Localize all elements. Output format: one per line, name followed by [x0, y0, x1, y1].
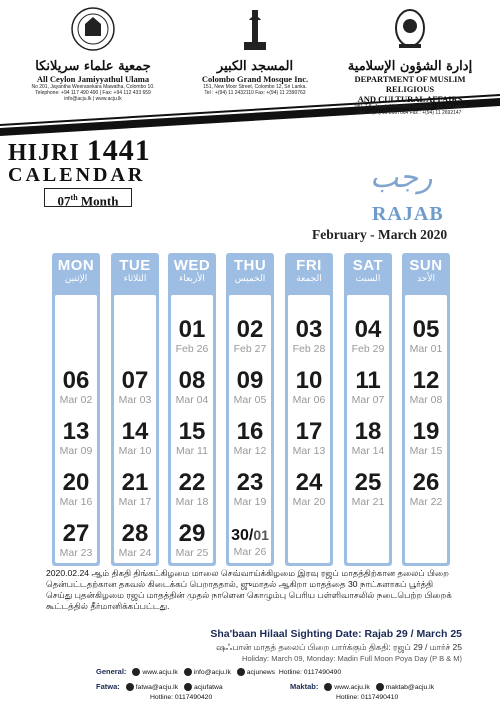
day-name: MON: [57, 257, 95, 274]
org-address: 180, T.B. Jayah Mawatha, Colombo - 10, Sri Lanka: [353, 104, 467, 110]
gregorian-date: Mar 22: [409, 496, 443, 508]
month-number: 07: [57, 193, 71, 209]
hijri-day: 15: [178, 418, 206, 445]
month-suffix: th: [70, 193, 78, 202]
social-icon: [237, 668, 245, 676]
hijri-day: 16: [236, 418, 264, 445]
hijri-day: 23: [236, 469, 264, 496]
email-icon: [126, 683, 134, 691]
gregorian-date: Feb 28: [292, 343, 326, 355]
social-icon: [184, 683, 192, 691]
calendar-day-cell: [282, 364, 336, 416]
gregorian-date: Mar 21: [351, 496, 385, 508]
hijri-day: 01: [178, 316, 206, 343]
web-icon: [324, 683, 332, 691]
hijri-day: 04: [354, 316, 382, 343]
hijri-day: 08: [178, 367, 206, 394]
hijri-day-next: 01: [253, 527, 269, 543]
hijri-day: 05: [412, 316, 440, 343]
org-address: No 201, Jayantha Weerasekara Mawatha, Colombo 10.: [31, 84, 155, 90]
calendar-day-cell: [223, 466, 277, 518]
footer-maktab: [290, 682, 434, 691]
calendar-day-cell: [282, 466, 336, 518]
fatwa-social[interactable]: acjufatwa: [193, 684, 223, 691]
org-phone: Tel : +(94) 11 2432110 Fax: +(94) 11 2390763: [204, 90, 306, 96]
hijri-day: 07: [121, 367, 149, 394]
gregorian-date: Feb 26: [175, 343, 209, 355]
gregorian-date: Mar 24: [118, 547, 152, 559]
sighting-date: Sha'baan Hilaal Sighting Date: Rajab 29 / March 25: [210, 628, 462, 640]
org-acju: [18, 6, 168, 102]
hijri-day: 03: [295, 316, 323, 343]
gregorian-date: Mar 09: [59, 445, 93, 457]
general-hotline: Hotline: 0117490490: [278, 669, 342, 676]
gregorian-date: Mar 16: [59, 496, 93, 508]
holiday-note: Holiday: March 09, Monday: Madin Full Moon Poya Day (P B & M): [242, 654, 462, 663]
gregorian-date: Mar 19: [233, 496, 267, 508]
hijri-day: 09: [236, 367, 264, 394]
calendar-day-cell: [399, 364, 453, 416]
calendar-day-cell: [108, 364, 162, 416]
hijri-day: 24: [295, 469, 323, 496]
calendar-day-cell: [399, 466, 453, 518]
day-name: SAT: [352, 257, 384, 274]
day-name-arabic: الأربعاء: [179, 274, 205, 284]
hijri-day: 12: [412, 367, 440, 394]
org-grand-mosque: [180, 6, 330, 96]
org-address: 151, New Moor Street, Colombo 12, Sri Lanka.: [203, 84, 307, 90]
hijri-day: 20: [62, 469, 90, 496]
gregorian-range: February - March 2020: [312, 227, 448, 242]
day-name: FRI: [296, 257, 322, 274]
calendar-day-cell: [341, 313, 395, 365]
gregorian-date: Mar 12: [233, 445, 267, 457]
calendar-day-cell: [223, 415, 277, 467]
calendar-day-cell: [165, 415, 219, 467]
calendar-day-cell: [108, 517, 162, 569]
calendar-day-cell: [49, 415, 103, 467]
org-contact: info@acju.lk | www.acju.lk: [64, 96, 122, 102]
hijri-day-split: 30/01: [231, 527, 269, 544]
day-name-arabic: السبت: [355, 274, 381, 284]
mosque-icon: [232, 6, 278, 52]
hijri-label: HIJRI: [8, 140, 80, 166]
hijri-day: 22: [178, 469, 206, 496]
gregorian-date: Mar 18: [175, 496, 209, 508]
gregorian-date: Mar 01: [409, 343, 443, 355]
general-email[interactable]: info@acju.lk: [193, 669, 231, 676]
calendar-day-cell: [341, 466, 395, 518]
gregorian-date: Feb 27: [233, 343, 267, 355]
calendar-title: [8, 134, 151, 187]
org-phone: Tel : +(94) 11 2667664 Fax : +(94) 11 2692147: [358, 110, 462, 116]
gregorian-date: Mar 17: [118, 496, 152, 508]
hijri-day: 10: [295, 367, 323, 394]
gregorian-date: Mar 02: [59, 394, 93, 406]
hijri-day: 29: [178, 520, 206, 547]
calendar-day-cell: [49, 466, 103, 518]
gregorian-date: Mar 23: [59, 547, 93, 559]
org-arabic: المسجد الكبير: [216, 59, 294, 74]
org-name: All Ceylon Jamiyyathul Ulama: [36, 74, 150, 84]
org-phone: Telephone: +94 117 490 490 | Fax: +94 112 433 659: [35, 90, 151, 96]
calendar-day-cell: [108, 466, 162, 518]
calendar-day-cell: [165, 517, 219, 569]
gregorian-date: Mar 15: [409, 445, 443, 457]
gregorian-date: Mar 07: [351, 394, 385, 406]
org-arabic: جمعية علماء سريلانكا: [35, 59, 151, 74]
emblem-icon: [387, 6, 433, 52]
gregorian-date: Feb 29: [351, 343, 385, 355]
hijri-year: 1441: [86, 134, 151, 167]
hijri-day: 14: [121, 418, 149, 445]
gregorian-date: Mar 26: [233, 546, 267, 558]
day-name-arabic: الخميس: [234, 274, 266, 284]
calendar-day-cell: [223, 364, 277, 416]
hijri-day: 27: [62, 520, 90, 547]
hijri-day: 18: [354, 418, 382, 445]
maktab-email[interactable]: maktab@acju.lk: [385, 684, 435, 691]
calendar-day-cell: [341, 364, 395, 416]
gregorian-date: Mar 11: [176, 445, 208, 457]
calendar-day-cell: [341, 415, 395, 467]
calendar-day-cell: [223, 313, 277, 365]
org-name: Colombo Grand Mosque Inc.: [201, 74, 309, 84]
general-social[interactable]: acjunews: [246, 669, 276, 676]
gregorian-date: Mar 08: [409, 394, 443, 406]
general-web[interactable]: www.acju.lk: [142, 669, 178, 676]
hijri-day: 30: [231, 527, 249, 544]
org-arabic: إدارة الشؤون الإسلامية: [347, 59, 473, 74]
org-name-2: AND CULTURAL AFFAIRS: [357, 94, 463, 104]
email-icon: [184, 668, 192, 676]
month-name: RAJAB: [372, 203, 444, 225]
hijri-day: 25: [354, 469, 382, 496]
calendar-day-cell: [282, 415, 336, 467]
maktab-label: Maktab:: [290, 682, 319, 691]
calendar-day-cell: [399, 313, 453, 365]
maktab-hotline: Hotline: 0117490410: [336, 694, 399, 701]
gregorian-date: Mar 05: [233, 394, 267, 406]
email-icon: [376, 683, 384, 691]
gregorian-date: Mar 04: [175, 394, 209, 406]
org-name: DEPARTMENT OF MUSLIM RELIGIOUS: [354, 74, 466, 94]
month-number-box: [44, 188, 132, 207]
hijri-day: 21: [121, 469, 149, 496]
day-name-arabic: الجمعة: [296, 274, 322, 284]
hijri-day: 13: [62, 418, 90, 445]
hijri-day: 28: [121, 520, 149, 547]
calendar-day-cell: [223, 517, 277, 569]
calendar-day-cell: [108, 415, 162, 467]
maktab-web[interactable]: www.acju.lk: [334, 684, 370, 691]
org-dmrca: [330, 6, 490, 116]
calendar-day-cell: [49, 517, 103, 569]
gregorian-date: Mar 10: [118, 445, 152, 457]
hijri-day: 11: [355, 367, 381, 394]
gregorian-date: Mar 13: [292, 445, 326, 457]
rajab-arabic: رجب: [370, 160, 433, 195]
sighting-date-tamil: ஷஃபான் மாதத் தலைப் பிறை பார்க்கும் திகதி: ரஜப் 29 / மார்ச் 25: [216, 642, 462, 652]
acju-seal-icon: [70, 6, 116, 52]
calendar-label: CALENDAR: [8, 164, 146, 186]
month-word: Month: [77, 193, 119, 209]
gregorian-date: Mar 20: [292, 496, 326, 508]
day-name-arabic: الثلاثاء: [123, 274, 147, 284]
calendar-day-cell: [282, 313, 336, 365]
day-name: TUE: [119, 257, 151, 274]
gregorian-date: Mar 06: [292, 394, 326, 406]
general-label: General:: [96, 667, 127, 676]
fatwa-label: Fatwa:: [96, 682, 120, 691]
day-name: THU: [233, 257, 267, 274]
day-name: SUN: [409, 257, 443, 274]
fatwa-email[interactable]: fatwa@acju.lk: [135, 684, 179, 691]
footer-general: [96, 667, 341, 676]
calendar-day-cell: [165, 313, 219, 365]
hijri-day: 06: [62, 367, 90, 394]
calendar-day-cell: [49, 364, 103, 416]
gregorian-date: Mar 14: [351, 445, 385, 457]
web-icon: [132, 668, 140, 676]
calendar-day-cell: [165, 466, 219, 518]
gregorian-date: Mar 25: [175, 547, 209, 559]
hijri-day: 26: [412, 469, 440, 496]
announcement-text: 2020.02.24 ஆம் திகதி திங்கட்கிழமை மாலை செவ்வாய்க்கிழமை இரவு ரஜப் மாதத்திற்கான தலைப் பிறை தென்பட்டதற்கான தகவல் கிடைக்கப் பெறாததால், ஜுமாதல் ஆகிறா மாதத்தை 30 நாட்களாகப் பூர்த்தி செய்து புதன்கிழமை ரஜப் மாதத்தின் முதல் நாளென கொழும்பு பெரிய பள்ளிவாசலில் நடைபெற்ற பிறைக் கூட்டத்தில் தீர்மானிக்கப்பட்டது.: [46, 568, 452, 611]
day-name-arabic: الإثنين: [64, 274, 88, 284]
day-name: WED: [173, 257, 211, 274]
gregorian-date: Mar 03: [118, 394, 152, 406]
hijri-day: 19: [412, 418, 440, 445]
footer-fatwa: [96, 682, 223, 691]
day-name-arabic: الأحد: [417, 274, 435, 284]
calendar-day-cell: [165, 364, 219, 416]
hijri-day: 17: [295, 418, 323, 445]
calendar-day-cell: [399, 415, 453, 467]
fatwa-hotline: Hotline: 0117490420: [150, 694, 213, 701]
hijri-day: 02: [236, 316, 264, 343]
